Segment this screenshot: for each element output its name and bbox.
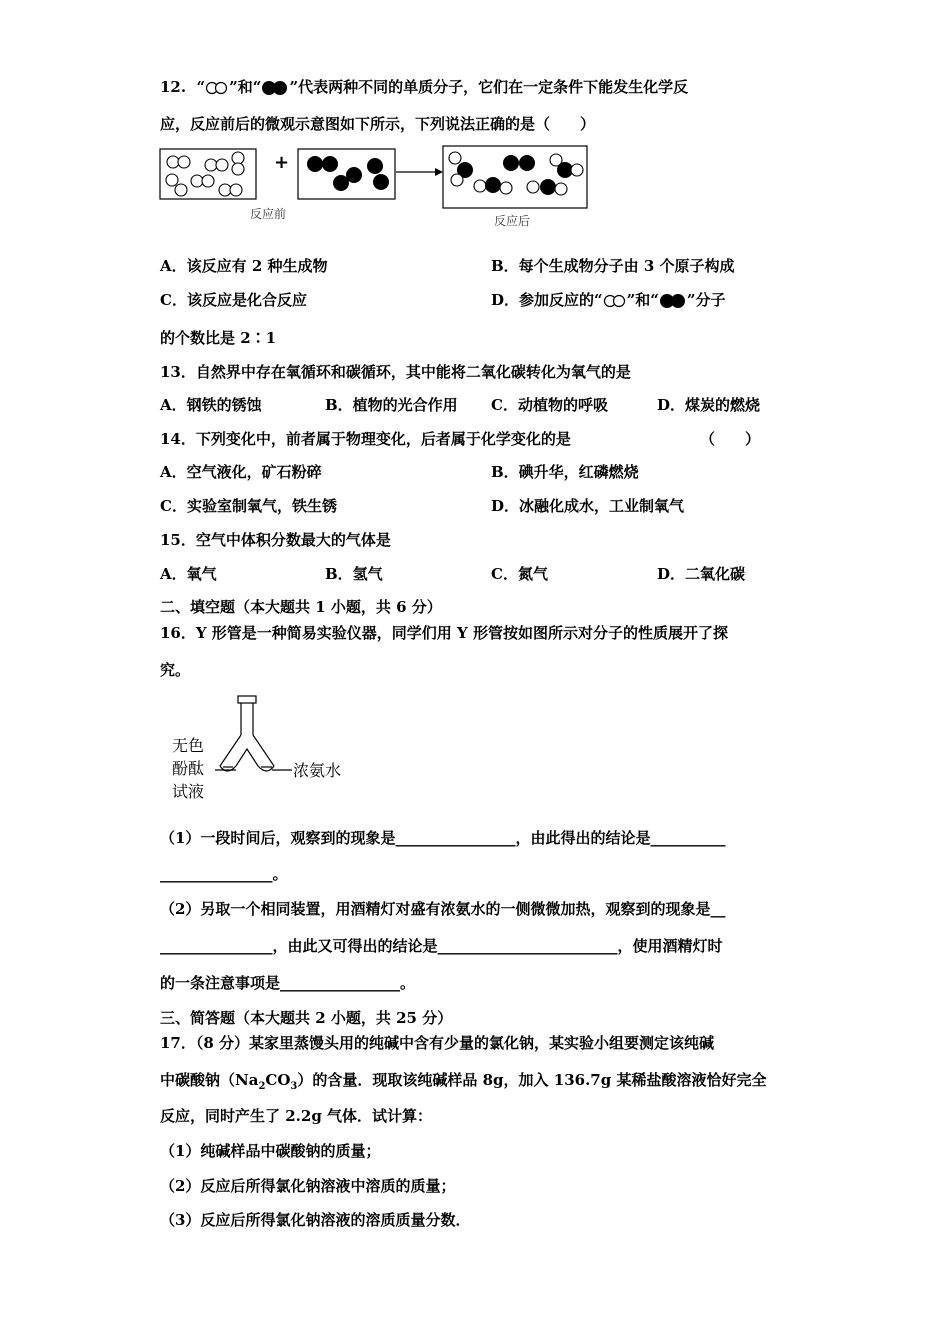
white-molecule-icon — [205, 81, 229, 95]
white-molecule-icon — [603, 294, 627, 308]
q15-option-c: C．氮气 — [491, 565, 548, 583]
q15-option-a: A．氧气 — [160, 565, 217, 583]
caption-before: 反应前 — [250, 207, 287, 221]
arrow-head — [435, 168, 443, 176]
q17-stem-line1: 17．（8 分）某家里蒸馒头用的纯碱中含有少量的氯化钠，某实验小组要测定该纯碱 — [160, 1034, 715, 1052]
q12-option-b: B．每个生成物分子由 3 个原子构成 — [491, 257, 735, 275]
q17-sub2: （2）反应后所得氯化钠溶液中溶质的质量； — [160, 1177, 456, 1195]
q12-stem-line2: 应，反应前后的微观示意图如下所示，下列说法正确的是（ ） — [160, 115, 596, 133]
product-molecules — [449, 152, 583, 195]
label-phenolphthalein: 酚酞 — [172, 759, 205, 778]
black-molecules — [307, 156, 389, 191]
label-colorless: 无色 — [172, 736, 205, 755]
black-molecule-icon — [659, 293, 687, 309]
q13-stem: 13．自然界中存在氧循环和碳循环，其中能将二氧化碳转化为氧气的是 — [160, 363, 631, 381]
caption-after: 反应后 — [494, 214, 531, 228]
q16-stem-line1: 16．Y 形管是一种简易实验仪器，同学们用 Y 形管按如图所示对分子的性质展开了探 — [160, 624, 728, 642]
q14-option-c: C．实验室制氧气，铁生锈 — [160, 497, 337, 515]
q16-part1-line2: _______________。 — [160, 865, 288, 883]
q12-option-d: D．参加反应的“ ”和“ ”分子 — [491, 291, 726, 309]
label-solution: 试液 — [172, 782, 205, 801]
q14-stem: 14．下列变化中，前者属于物理变化，后者属于化学变化的是 — [160, 430, 571, 448]
q17-sub3: （3）反应后所得氯化钠溶液的溶质质量分数． — [160, 1211, 471, 1229]
q13-option-b: B．植物的光合作用 — [325, 396, 458, 414]
q16-part2-line3: 的一条注意事项是________________。 — [160, 974, 416, 992]
q12-option-c: C．该反应是化合反应 — [160, 291, 307, 309]
q14-option-d: D．冰融化成水，工业制氧气 — [491, 497, 685, 515]
after-box — [443, 146, 587, 208]
black-molecule-icon — [261, 80, 289, 96]
q17-sub1: （1）纯碱样品中碳酸钠的质量； — [160, 1142, 381, 1160]
q15-stem: 15．空气中体积分数最大的气体是 — [160, 531, 391, 549]
white-molecules — [166, 152, 244, 196]
q16-part2-line1: （2）另取一个相同装置，用酒精灯对盛有浓氨水的一侧微微加热，观察到的现象是__ — [160, 900, 726, 918]
plus-sign: + — [274, 152, 290, 173]
q16-part2-line2: _______________，由此又可得出的结论是________________________，使用酒精灯时 — [160, 937, 723, 955]
q13-option-d: D．煤炭的燃烧 — [657, 396, 761, 414]
q12-option-a: A．该反应有 2 种生成物 — [160, 257, 328, 275]
section-heading-fill-in: 二、填空题（本大题共 1 小题，共 6 分） — [160, 598, 442, 616]
q15-option-b: B．氢气 — [325, 565, 383, 583]
q12-option-d-continued: 的个数比是 2∶1 — [160, 329, 277, 347]
q16-stem-line2: 究。 — [160, 661, 191, 679]
q15-option-d: D．二氧化碳 — [657, 565, 746, 583]
before-box-black — [298, 149, 395, 199]
q13-option-c: C．动植物的呼吸 — [491, 396, 608, 414]
q14-answer-paren: （ ） — [700, 430, 761, 448]
label-ammonia: 浓氨水 — [293, 761, 342, 780]
q12-stem-line1: 12. “ ”和“ ”代表两种不同的单质分子，它们在一定条件下能发生化学反 — [160, 78, 689, 96]
q14-option-a: A．空气液化，矿石粉碎 — [160, 463, 322, 481]
before-box-white — [160, 149, 256, 199]
y-tube-figure — [215, 696, 292, 771]
q13-option-a: A．钢铁的锈蚀 — [160, 396, 262, 414]
q14-option-b: B．碘升华，红磷燃烧 — [491, 463, 639, 481]
q17-stem-line3: 反应，同时产生了 2.2g 气体．试计算： — [160, 1107, 433, 1125]
q17-stem-line2: 中碳酸钠$(Na_2CO_3)$的含量．现取该纯碱样品 8g，加入 136.7g 某稀盐酸溶液恰好完全 — [160, 1071, 767, 1092]
q16-part1-line1: （1）一段时间后，观察到的现象是________________，由此得出的结论是__________ — [160, 829, 726, 847]
section-heading-short-answer: 三、简答题（本大题共 2 小题，共 25 分） — [160, 1009, 453, 1027]
